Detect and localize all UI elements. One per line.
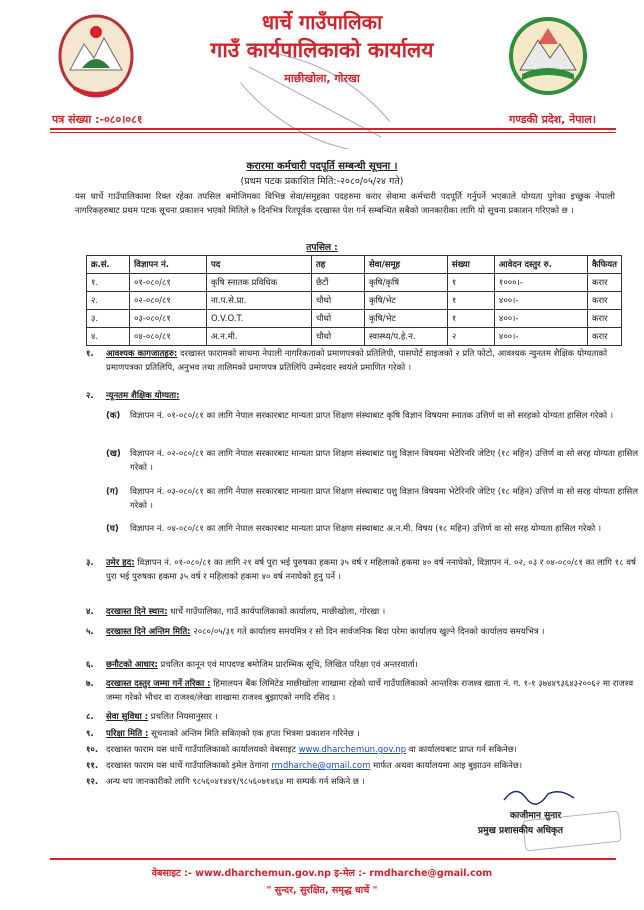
cell: O.V.O.T. [206,310,311,328]
footer-contact: वेबसाइट :- www.dharchemun.gov.np इ-मेल :- rmdharche@gmail.com [151,868,493,879]
col-count: संख्या [447,256,494,274]
cell: कृषि/भेट [364,310,447,328]
cell: अ.न.मी. [206,328,311,346]
sub-number: (ख) [106,449,121,459]
sub-number: (घ) [106,524,119,534]
cell: ०१-०८०/८१ [129,274,206,292]
item-label: सेवा सुविधा : [106,712,149,722]
cell: ३. [87,310,130,328]
cell: ४००।- [494,310,587,328]
cell: करार [587,310,621,328]
item-label: परिक्षा मिति : [106,729,149,739]
email-link[interactable]: rmdharche@gmail.com [271,761,371,771]
item-text: विज्ञापन नं. ०४-०८०/८१ का लागि नेपाल सरकारबाट मान्यता प्राप्त शिक्षण संस्थाबाट अ.न.मी. विषय (१८ महिन) उत्तिर्ण वा सो सरह योग्यता हासिल गरेको । [130,524,602,534]
notice-subtitle: (प्रथम पटक प्रकाशित मिति:-२०८०/०५/२४ गते) [240,176,404,187]
item-text: हिमालयन बैंक लिमिटेड माछीखोला शाखामा रहेको धार्चे गाउँपालिकाको आन्तरिक राजश्व खाता नं. ग. १-१ ३७४४९३६४३२००६२ मा राजश्व जम्मा गरेको भौचर वा राजश्व/लेखा शाखामा राजश्व बुझाएको नगदि रसिद । [106,679,634,703]
item-text: मार्फत अथवा कार्यालयमा आइ बुझाउन सकिनेछ। [370,761,523,771]
qualification-ga [106,485,640,513]
header-divider-thin [50,132,616,133]
footer-divider [50,858,616,860]
cell: १ [447,310,494,328]
item-number: ११. [86,761,99,771]
table-row [87,310,622,328]
cell: कृषि/कृषि [364,274,447,292]
item-number: ८. [86,712,94,722]
item-number: १. [86,349,94,359]
cell: करार [587,274,621,292]
officer-stamp-icon [520,810,624,852]
cell: चौथो [311,328,364,346]
cell: चौथो [311,292,364,310]
notice-intro: यस धार्चे गाउँपालिकामा रिक्त रहेका तपसिल बमोजिमका विभिन्न सेवा/समुहका पदहरुमा करार सेवामा कर्मचारी पदपूर्ति गर्नुपर्ने भएकाले योग्यता पुगेका इच्छुक नेपाली नागरिकहरुबाट प्रथम पटक सूचना प्रकाशन भएको मितिले ७ दिनभित्र रितपूर्वक दरखास्त पेश गर्न सम्बन्धित सबैको जानकारीका लागि यो सूचना प्रकाशन गरिएको छ । [75,192,615,216]
cell: कृषि स्नातक प्रविधिक [206,274,311,292]
col-service: सेवा/समूह [364,256,447,274]
col-serial: क्र.सं. [87,256,130,274]
cell: ४००।- [494,292,587,310]
item-form-website [86,743,636,757]
sub-number: (क) [106,411,121,421]
item-text: विज्ञापन नं. ०२-०८०/८१ का लागि नेपाल सरकारबाट मान्यता प्राप्त शिक्षण संस्थाबाट पशु विज्ञान विषयमा भेटेरिनरि जेटिए (१८ महिन) उत्तिर्ण वा सो सरह योग्यता हासिल गरेको । [130,449,639,473]
item-text: सूचनाको अन्तिम मिति सकिएको एक हप्ता भित्रमा प्रकाशन गरिनेछ । [148,729,360,739]
item-number: २. [86,391,94,401]
website-link[interactable]: www.dharchemun.gov.np [298,745,407,755]
item-number: १०. [86,745,99,755]
cell: १ [447,274,494,292]
col-ad-no: विज्ञापन नं. [129,256,206,274]
qualification-kha [106,447,640,475]
item-text: २०८०/०५/३१ गते कार्यालय समयमित्र र सो दिन सार्वजनिक बिदा परेमा कार्यालय खुल्ने दिनको कार्यालय समयभित्र । [190,627,545,637]
col-fee: आवेदन दस्तुर रु. [494,256,587,274]
item-label: दरखास्त दिने अन्तिम मिति: [106,627,191,637]
table-label: तपसिल : [306,243,338,253]
cell: २ [447,328,494,346]
cell: छैटौं [311,274,364,292]
item-number: ५. [86,627,94,637]
item-age-limit [86,556,636,584]
item-label: दरखास्त दस्तुर जम्मा गर्ने तरिका : [106,679,211,689]
item-text: विज्ञापन नं. ०१-०८०/८१ का लागि २१ वर्ष पुरा भई पुरुषका हकमा ३५ वर्ष र महिलाको हकमा ४० वर्ष ननाघेको, विज्ञापन नं. ०२, ०३ र ०४-०८०/८१ का लागि १८ वर्ष पुरा भई पुरुषका हकमा ३५ वर्ष र महिलाको हकमा ४० वर्ष ननाघेको हुनु पर्ने । [106,558,636,582]
qualification-gha [106,522,640,536]
office-stamp-icon [230,54,400,149]
item-deadline [86,625,636,639]
item-text: दरखास्त फाराम यस धार्चे गाउँपालिकाको इमेल ठेगाना [106,761,272,771]
cell: चौथो [311,310,364,328]
reference-number: पत्र संख्या :-०८०।०८१ [52,113,143,126]
item-text: प्रचलित कानून एवं मापदण्ड बमोजिम प्रारम्भिक सूचि, लिखित परिक्षा एवं अन्तरवार्ता। [157,660,418,670]
footer-slogan: " सुन्दर, सुरक्षित, समृद्ध धार्चे " [266,885,378,896]
item-text: विज्ञापन नं. ०१-०८०/८१ का लागि नेपाल सरकारबाट मान्यता प्राप्त शिक्षण संस्थाबाट कृषि विज्ञान विषयमा स्नातक उत्तिर्ण वा सो सरहको योग्यता हासिल गरेको । [130,411,614,421]
item-number: ९. [86,729,94,739]
item-label: छनौटको आधार: [106,660,158,670]
cell: स्वास्थ्य/प.हे.न. [364,328,447,346]
notice-title: करारमा कर्मचारी पदपूर्ति सम्बन्धी सूचना । [246,161,398,172]
cell: १०००।- [494,274,587,292]
col-post: पद [206,256,311,274]
table-row [87,328,622,346]
item-text: अन्य थप जानकारीको लागि ९८५६०४१४४१/९८५६०७१४६४ मा सम्पर्क गर्न सकिने छ । [106,777,365,787]
item-form-email [86,759,636,773]
item-number: ३. [86,558,94,568]
item-fee-method [86,677,636,705]
cell: ४. [87,328,130,346]
item-label: न्यूनतम शैक्षिक योग्यता: [106,391,180,401]
cell: कृषि/भेट [364,292,447,310]
item-selection-basis [86,658,636,672]
cell: २. [87,292,130,310]
col-remarks: कैफियत [587,256,621,274]
cell: ०२-०८०/८१ [129,292,206,310]
sub-number: (ग) [106,487,119,497]
table-header-row [87,256,622,274]
item-number: ६. [86,660,94,670]
item-label: उमेर हद: [106,558,135,568]
office-name: गाउँ कार्यपालिकाको कार्यालय [210,38,434,62]
cell: ४००।- [494,328,587,346]
cell: १ [447,292,494,310]
item-submission-place [86,605,636,619]
cell: ०३-०८०/८१ [129,310,206,328]
item-benefits [86,710,636,724]
cell: करार [587,292,621,310]
province-label: गण्डकी प्रदेश, नेपाल। [509,113,596,126]
item-text: वा कार्यालयबाट प्राप्त गर्न सकिनेछ। [406,745,517,755]
item-text: विज्ञापन नं. ०३-०८०/८१ का लागि नेपाल सरकारबाट मान्यता प्राप्त शिक्षण संस्थाबाट पशु विज्ञान विषयमा भेटेरिनरि जेटिए (१८ महिन) उत्तिर्ण वा सो सरह योग्यता हासिल गरेको । [130,487,639,511]
item-number: १२. [86,777,99,787]
item-exam-date [86,727,636,741]
signatory-role: प्रमुख प्रशासकीय अधिकृत [478,826,564,836]
cell: ना.प.से.प्रा. [206,292,311,310]
item-text: दरखास्त फारामको साथमा नेपाली नागरिकताको प्रमाणपत्रको प्रतिलिपी, पासपोर्ट साइजको २ प्रति फोटो, आवश्यक न्युनतम शैक्षिक योग्यताको प्रमाणपत्रका प्रतिलिपि, अनुभव तथा तालिमको प्रमाणपत्र प्रतिलिपि उम्मेदवार स्वयंले प्रमाणित गरेको । [106,349,608,373]
item-text: दरखास्त फाराम यस धार्चे गाउँपालिकाको कार्यालयको वेबसाइट [106,745,299,755]
vacancy-table [86,255,622,346]
item-text: धार्चे गाउँपालिका, गाउँ कार्यपालिकाको कार्यालय, माछीखोला, गोरखा । [167,607,386,617]
item-label: दरखास्त दिने स्थान: [106,607,168,617]
table-row [87,292,622,310]
item-qualification [86,389,636,403]
item-number: ४. [86,607,94,617]
item-label: आवश्यक कागजातहरु: [106,349,178,359]
qualification-ka [106,409,640,423]
cell: ०४-०८०/८१ [129,328,206,346]
signatory-name: काजीमान सुनार [510,811,562,821]
header-divider [50,128,616,130]
item-text: प्रचलित नियमानुसार । [148,712,218,722]
item-number: ७. [86,679,94,689]
municipality-name: धार्चे गाउँपालिका [261,10,383,34]
cell: करार [587,328,621,346]
signature-scribble-icon [500,782,580,808]
office-address: माछीखोला, गोरखा [284,72,360,85]
table-row [87,274,622,292]
col-level: तह [311,256,364,274]
cell: १. [87,274,130,292]
item-documents [86,347,636,375]
